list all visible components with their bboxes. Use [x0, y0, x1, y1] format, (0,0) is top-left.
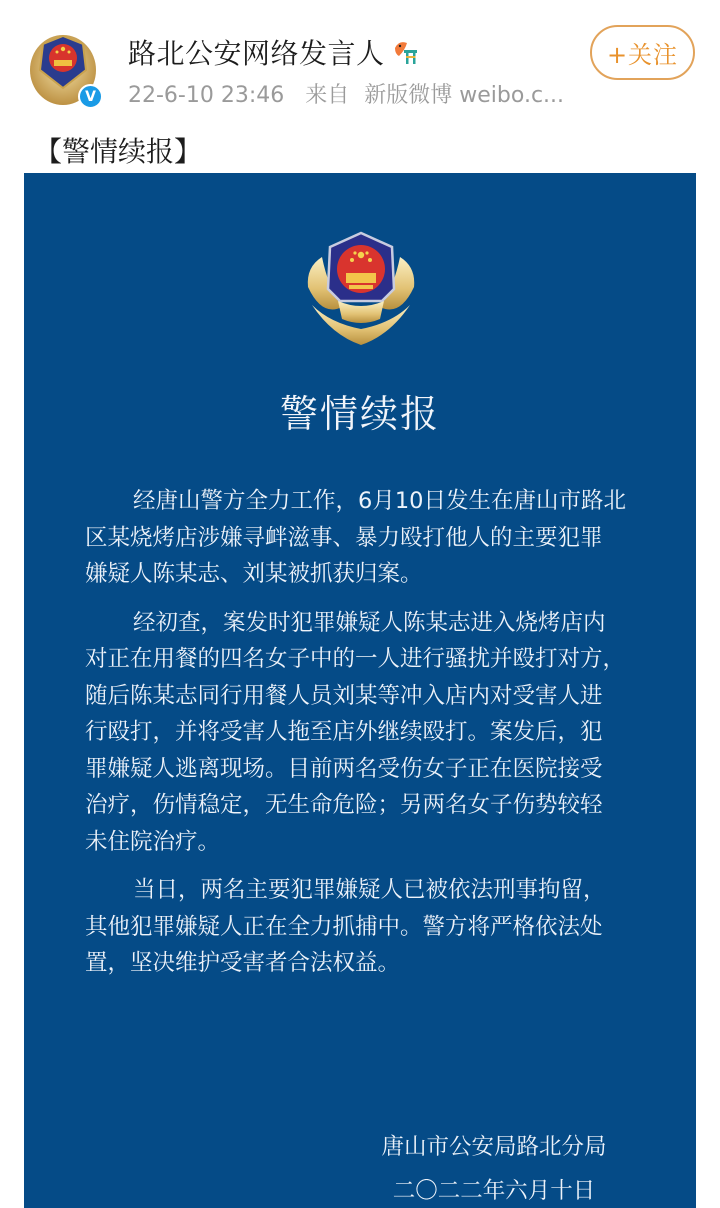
post-meta [128, 78, 578, 109]
notice-image[interactable] [24, 173, 696, 1208]
follow-button[interactable]: +关注 [590, 25, 695, 80]
text-line: 行殴打，并将受害人拖至店外继续殴打。案发后，犯 [85, 719, 603, 745]
koi-fish-badge-icon[interactable] [391, 38, 419, 66]
post-header [0, 0, 720, 125]
text-line: 经初查，案发时犯罪嫌疑人陈某志进入烧烤店内 [133, 609, 606, 636]
post-source-link[interactable]: 新版微博 weibo.c... [364, 83, 565, 108]
text-line: 其他犯罪嫌疑人正在全力抓捕中。警方将严格依法处 [85, 913, 603, 940]
verified-v-icon: V [78, 84, 103, 109]
text-line: 置，坚决维护受害者合法权益。 [85, 950, 401, 976]
username[interactable]: 路北公安网络发言人 [128, 37, 385, 70]
text-line: 未住院治疗。 [85, 828, 221, 855]
text-line: 治疗，伤情稳定，无生命危险；另两名女子伤势较轻 [85, 792, 603, 818]
text-line: 当日，两名主要犯罪嫌疑人已被依法刑事拘留， [133, 877, 606, 903]
source-label: 来自 [305, 83, 350, 108]
text-line: 区某烧烤店涉嫌寻衅滋事、暴力殴打他人的主要犯罪 [85, 524, 603, 551]
notice-title: 警情续报 [279, 392, 440, 436]
notice-paragraph-2 [85, 605, 641, 861]
signature-org: 唐山市公安局路北分局 [381, 1134, 607, 1160]
username-row [128, 32, 419, 72]
text-line: 经唐山警方全力工作，6月10日发生在唐山市路北 [133, 488, 626, 514]
notice-paragraph-1 [85, 483, 641, 593]
text-line: 嫌疑人陈某志、刘某被抓获归案。 [85, 561, 423, 587]
notice-body [85, 483, 641, 982]
notice-signature [364, 1125, 624, 1208]
text-line: 对正在用餐的四名女子中的一人进行骚扰并殴打对方， [85, 646, 626, 672]
text-line: 随后陈某志同行用餐人员刘某等冲入店内对受害人进 [85, 682, 603, 709]
post-title: 【警情续报】 [34, 135, 203, 168]
notice-paragraph-3 [85, 872, 641, 982]
text-line: 罪嫌疑人逃离现场。目前两名受伤女子正在医院接受 [85, 755, 603, 782]
police-emblem-icon [302, 227, 420, 349]
post-timestamp: 22-6-10 23:46 [128, 83, 285, 108]
signature-date: 二〇二二年六月十日 [392, 1178, 596, 1204]
